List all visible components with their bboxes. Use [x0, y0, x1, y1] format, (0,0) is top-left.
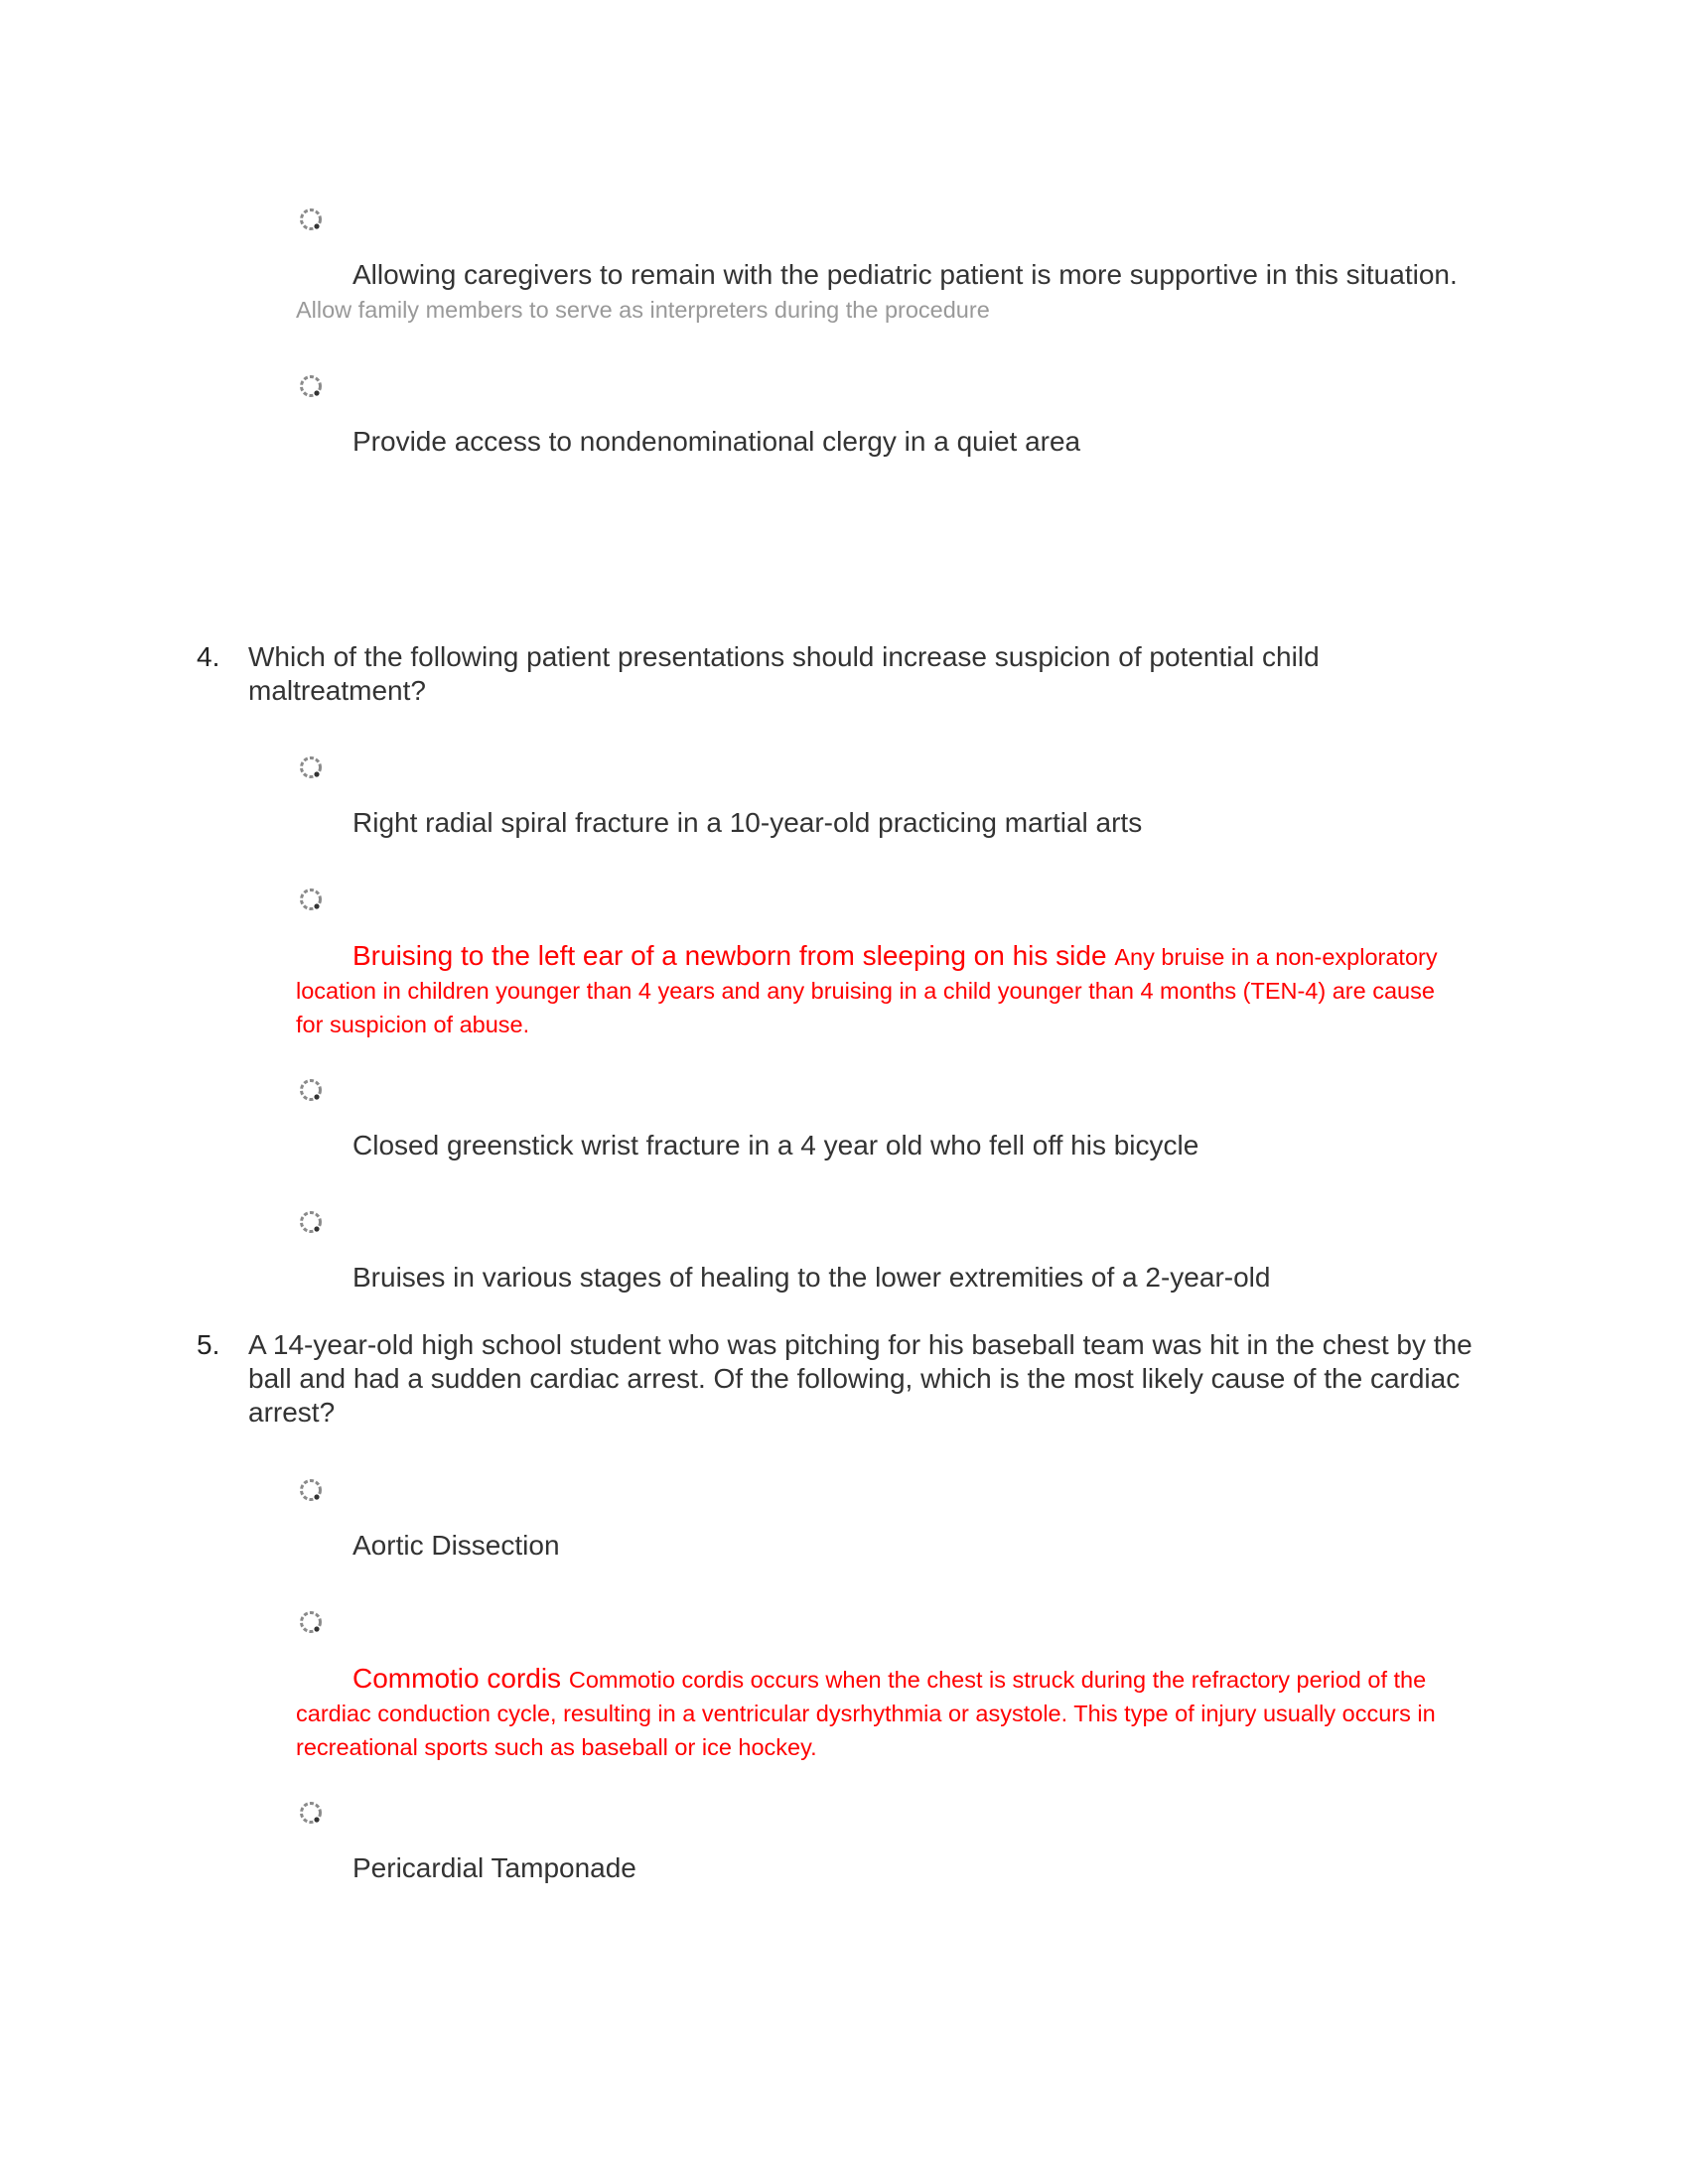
question-text: Which of the following patient presentations should increase suspicion of potential child maltreatment? [248, 641, 1320, 706]
option-text: Allowing caregivers to remain with the pediatric patient is more supportive in this situation. [352, 259, 1458, 290]
question-number: 5. [197, 1329, 220, 1360]
option-text: Pericardial Tamponade [352, 1852, 636, 1883]
q5-option-1 [296, 1529, 1468, 1563]
question-number: 4. [197, 641, 220, 672]
radio-button-icon[interactable] [298, 1077, 324, 1103]
option-note: Allow family members to serve as interpreters during the procedure [296, 297, 990, 323]
radio-button-icon[interactable] [298, 754, 324, 780]
question-text: A 14-year-old high school student who was pitching for his baseball team was hit in the chest by the ball and had a sudden cardiac arrest. Of the following, which is the most likely cause of the cardiac arrest? [248, 1329, 1473, 1428]
q5-option-3 [296, 1851, 1468, 1885]
q4-option-2-correct [296, 939, 1468, 1040]
radio-button-icon[interactable] [298, 1800, 324, 1826]
q5-option-2-correct [296, 1662, 1468, 1763]
option-text: Commotio cordis [352, 1663, 562, 1694]
radio-button-icon[interactable] [298, 887, 324, 912]
radio-button-icon[interactable] [298, 1477, 324, 1503]
option-text: Aortic Dissection [352, 1530, 560, 1561]
rationale-note: Any bruise in a non-exploratory location in children younger than 4 years and any bruising in a child younger than 4 months (TEN-4) are cause for suspicion of abuse. [296, 944, 1438, 1037]
q3-option-2 [296, 425, 1468, 459]
option-text: Bruising to the left ear of a newborn from sleeping on his side [352, 940, 1107, 971]
q4-option-3 [296, 1129, 1468, 1162]
option-text: Provide access to nondenominational clergy in a quiet area [352, 426, 1081, 457]
radio-button-icon[interactable] [298, 373, 324, 399]
option-text: Closed greenstick wrist fracture in a 4 year old who fell off his bicycle [352, 1130, 1199, 1160]
option-text: Right radial spiral fracture in a 10-year-old practicing martial arts [352, 807, 1143, 838]
radio-button-icon[interactable] [298, 1209, 324, 1235]
q4-option-1 [296, 806, 1468, 840]
q3-option-1 [296, 258, 1468, 327]
radio-button-icon[interactable] [298, 206, 324, 232]
option-text: Bruises in various stages of healing to the lower extremities of a 2-year-old [352, 1262, 1271, 1293]
q4-option-4 [296, 1261, 1468, 1295]
radio-button-icon[interactable] [298, 1609, 324, 1635]
rationale-note: Commotio cordis occurs when the chest is struck during the refractory period of the cardiac conduction cycle, resulting in a ventricular dysrhythmia or asystole. This type of injury usually occurs in recreational sports such as baseball or ice hockey. [296, 1667, 1436, 1760]
